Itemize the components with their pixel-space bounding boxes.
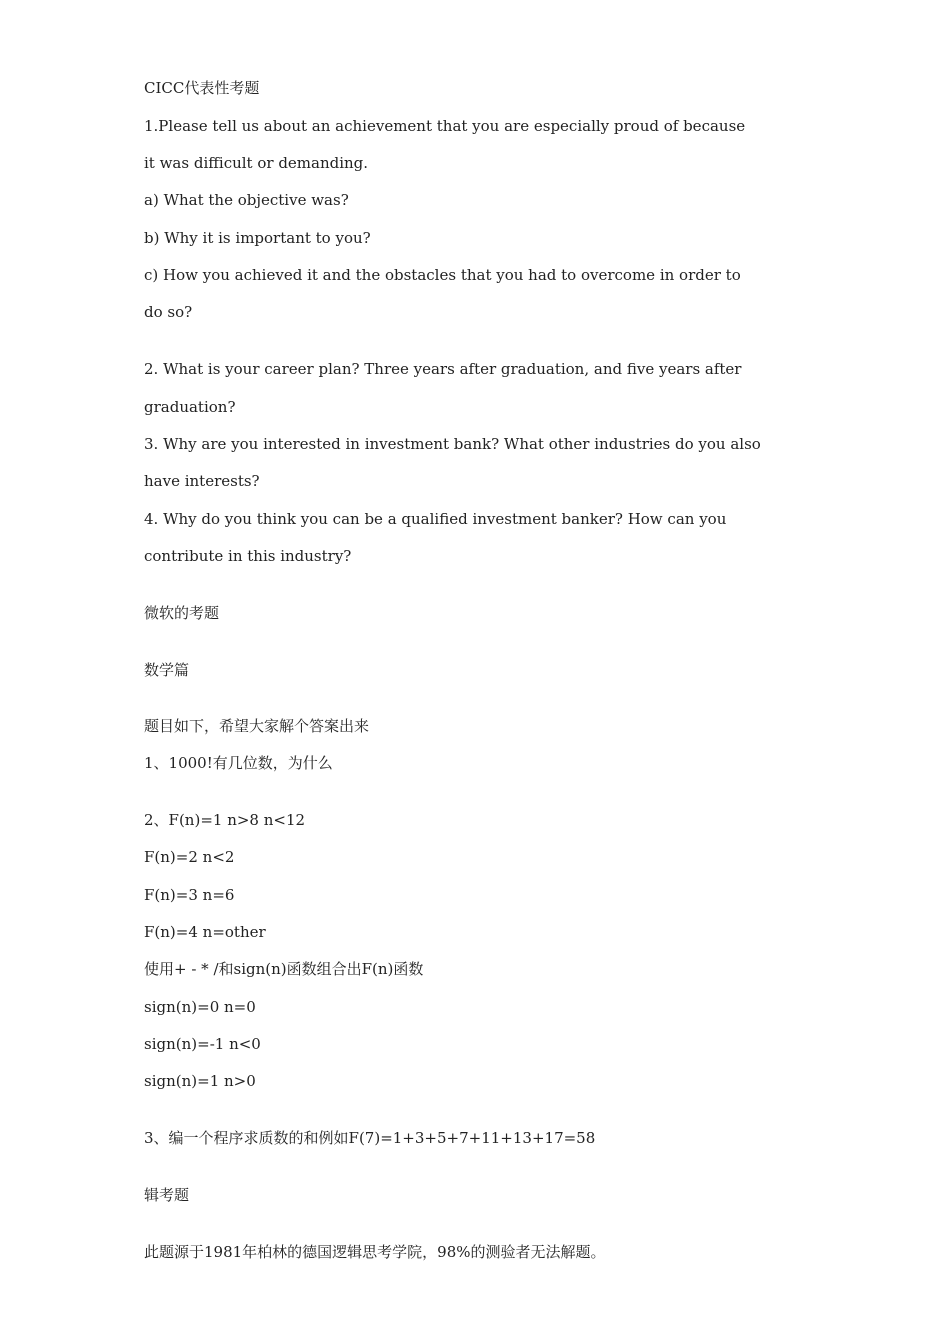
question-1-part-c-line-1: c) How you achieved it and the obstacles that you had to overcome in order to: [144, 266, 741, 284]
math-question-2-line-5: 使用+ - * /和sign(n)函数组合出F(n)函数: [144, 960, 424, 978]
question-1-part-c-line-2: do so?: [144, 303, 193, 321]
question-1-part-a: a) What the objective was?: [144, 191, 349, 209]
question-1-line-1: 1.Please tell us about an achievement that you are especially proud of because: [144, 117, 746, 135]
math-question-3: 3、编一个程序求质数的和例如F(7)=1+3+5+7+11+13+17=58: [144, 1129, 596, 1147]
question-2-line-2: graduation?: [144, 398, 236, 416]
math-question-2-line-6: sign(n)=0 n=0: [144, 998, 256, 1016]
question-2-line-1: 2. What is your career plan? Three years after graduation, and five years after: [144, 360, 742, 378]
question-4-line-2: contribute in this industry?: [144, 547, 352, 565]
heading-logic: 辑考题: [144, 1186, 190, 1204]
question-3-line-2: have interests?: [144, 472, 260, 490]
heading-math: 数学篇: [144, 661, 190, 679]
math-question-2-line-2: F(n)=2 n<2: [144, 848, 235, 866]
question-1-line-2: it was difficult or demanding.: [144, 154, 369, 172]
math-intro: 题目如下，希望大家解个答案出来: [144, 717, 370, 735]
math-question-2-line-1: 2、F(n)=1 n>8 n<12: [144, 811, 306, 829]
heading-microsoft: 微软的考题: [144, 604, 220, 622]
math-question-2-line-8: sign(n)=1 n>0: [144, 1072, 256, 1090]
math-question-1: 1、1000!有几位数，为什么: [144, 754, 333, 772]
question-1-part-b: b) Why it is important to you?: [144, 229, 371, 247]
math-question-2-line-3: F(n)=3 n=6: [144, 886, 235, 904]
question-3-line-1: 3. Why are you interested in investment bank? What other industries do you also: [144, 435, 761, 453]
math-question-2-line-7: sign(n)=-1 n<0: [144, 1035, 261, 1053]
logic-intro: 此题源于1981年柏林的德国逻辑思考学院，98%的测验者无法解题。: [144, 1243, 606, 1261]
question-4-line-1: 4. Why do you think you can be a qualified investment banker? How can you: [144, 510, 727, 528]
math-question-2-line-4: F(n)=4 n=other: [144, 923, 266, 941]
heading-cicc: CICC代表性考题: [144, 79, 260, 97]
